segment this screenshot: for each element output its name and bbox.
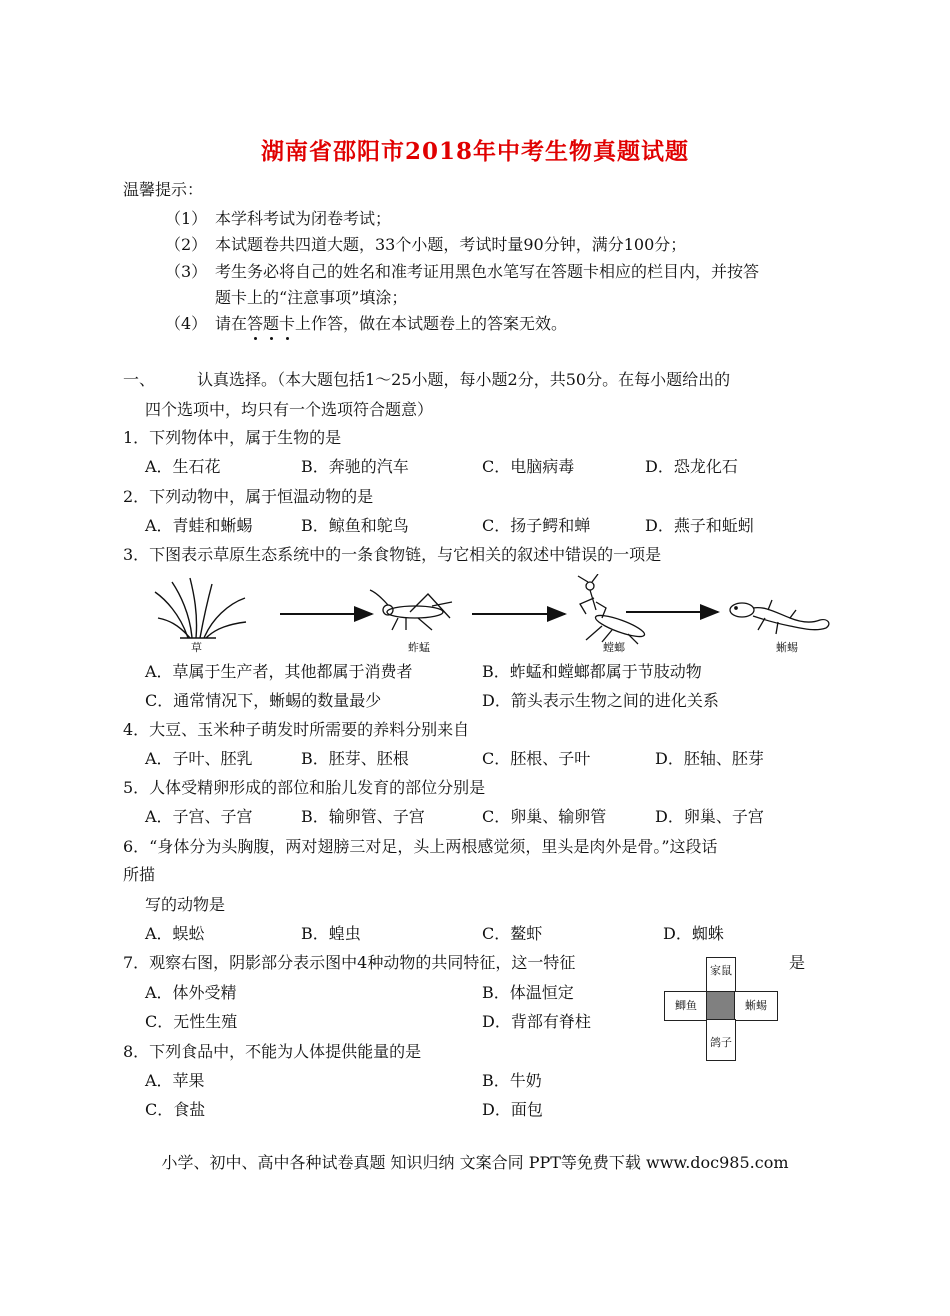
shaded-common-area (706, 991, 736, 1021)
tip-text: 本试题卷共四道大题，33个小题，考试时量90分钟，满分100分； (215, 235, 687, 254)
option-d[interactable]: D．箭头表示生物之间的进化关系 (482, 691, 719, 710)
emphasis-dot (254, 337, 257, 340)
question-stem: 8．下列食品中，不能为人体提供能量的是 (123, 1042, 422, 1061)
option-b[interactable]: B．体温恒定 (482, 983, 574, 1002)
food-chain-label: 螳螂 (603, 641, 625, 654)
option-a[interactable]: A．草属于生产者，其他都属于消费者 (145, 662, 413, 681)
tip-text-continued: 题卡上的“注意事项”填涂； (215, 288, 408, 307)
food-chain-label: 蚱蜢 (408, 641, 430, 654)
option-a[interactable]: A．子叶、胚乳 (145, 749, 253, 768)
option-c[interactable]: C．电脑病毒 (482, 457, 575, 476)
page-title: 湖南省邵阳市2018年中考生物真题试题 (260, 138, 689, 165)
option-a[interactable]: A．子宫、子宫 (145, 807, 253, 826)
question-stem-end: 是 (789, 953, 806, 972)
tip-number: （3） (165, 262, 208, 281)
option-c[interactable]: C．无性生殖 (145, 1012, 238, 1031)
cross-bottom-cell: 鸽子 (706, 1019, 736, 1061)
grasshopper-icon (370, 590, 452, 630)
option-b[interactable]: B．胚芽、胚根 (301, 749, 409, 768)
tip-number: （2） (165, 235, 208, 254)
question-stem: 2．下列动物中，属于恒温动物的是 (123, 487, 374, 506)
option-d[interactable]: D．背部有脊柱 (482, 1012, 591, 1031)
option-a[interactable]: A．苹果 (145, 1071, 205, 1090)
option-a[interactable]: A．生石花 (145, 457, 221, 476)
option-d[interactable]: D．燕子和蚯蚓 (645, 516, 754, 535)
mantis-icon (578, 574, 646, 644)
section-instruction: 认真选择。（本大题包括1～25小题，每小题2分，共50分。在每小题给出的 (197, 370, 731, 389)
section-number: 一、 (123, 370, 156, 389)
option-b[interactable]: B．蚱蜢和螳螂都属于节肢动物 (482, 662, 702, 681)
option-b[interactable]: B．输卵管、子宫 (301, 807, 425, 826)
option-c[interactable]: C．通常情况下，蜥蜴的数量最少 (145, 691, 382, 710)
question-stem: 5．人体受精卵形成的部位和胎儿发育的部位分别是 (123, 778, 486, 797)
tip-text: 考生务必将自己的姓名和准考证用黑色水笔写在答题卡相应的栏目内，并按答 (215, 262, 760, 281)
cross-left-cell: 鲫鱼 (664, 991, 708, 1021)
tips-heading: 温馨提示： (123, 180, 204, 199)
option-a[interactable]: A．蜈蚣 (145, 924, 205, 943)
question-stem: 7．观察右图，阴影部分表示图中4种动物的共同特征，这一特征 (123, 953, 576, 972)
option-b[interactable]: B．奔驰的汽车 (301, 457, 409, 476)
option-c[interactable]: C．胚根、子叶 (482, 749, 591, 768)
option-b[interactable]: B．蝗虫 (301, 924, 361, 943)
option-a[interactable]: A．青蛙和蜥蜴 (145, 516, 253, 535)
tip-number: （1） (165, 209, 208, 228)
emphasis-dot (286, 337, 289, 340)
tip-number: （4） (165, 314, 208, 333)
cross-right-cell: 蜥蜴 (734, 991, 778, 1021)
option-a[interactable]: A．体外受精 (145, 983, 237, 1002)
grass-icon (155, 578, 246, 638)
question-stem: 1．下列物体中，属于生物的是 (123, 428, 342, 447)
option-c[interactable]: C．卵巢、输卵管 (482, 807, 607, 826)
question-stem-continued: 所描 (123, 865, 156, 884)
emphasis-dot (270, 337, 273, 340)
option-d[interactable]: D．面包 (482, 1100, 543, 1119)
option-d[interactable]: D．胚轴、胚芽 (655, 749, 764, 768)
question-stem: 4．大豆、玉米种子萌发时所需要的养料分别来自 (123, 720, 470, 739)
tip-text: 本学科考试为闭卷考试； (215, 209, 392, 228)
option-d[interactable]: D．卵巢、子宫 (655, 807, 764, 826)
cross-top-cell: 家鼠 (706, 957, 736, 993)
option-c[interactable]: C．扬子鳄和蝉 (482, 516, 591, 535)
food-chain-label: 蜥蜴 (776, 641, 798, 654)
food-chain-label: 草 (191, 641, 202, 654)
option-d[interactable]: D．蜘蛛 (663, 924, 724, 943)
option-b[interactable]: B．鲸鱼和鸵鸟 (301, 516, 409, 535)
lizard-icon (730, 600, 829, 634)
question-stem: 6．“身体分为头胸腹，两对翅膀三对足，头上两根感觉须，里头是肉外是骨。”这段话 (123, 837, 718, 856)
section-instruction-continued: 四个选项中，均只有一个选项符合题意） (145, 400, 434, 419)
question-stem-continued: 写的动物是 (145, 895, 226, 914)
option-c[interactable]: C．鳌虾 (482, 924, 543, 943)
option-d[interactable]: D．恐龙化石 (645, 457, 738, 476)
tip-text: 请在答题卡上作答，做在本试题卷上的答案无效。 (215, 314, 568, 333)
food-chain-figure (150, 574, 840, 660)
option-b[interactable]: B．牛奶 (482, 1071, 542, 1090)
page-footer: 小学、初中、高中各种试卷真题 知识归纳 文案合同 PPT等免费下载 www.doc985.com (161, 1153, 789, 1172)
question-stem: 3．下图表示草原生态系统中的一条食物链，与它相关的叙述中错误的一项是 (123, 545, 662, 564)
option-c[interactable]: C．食盐 (145, 1100, 206, 1119)
